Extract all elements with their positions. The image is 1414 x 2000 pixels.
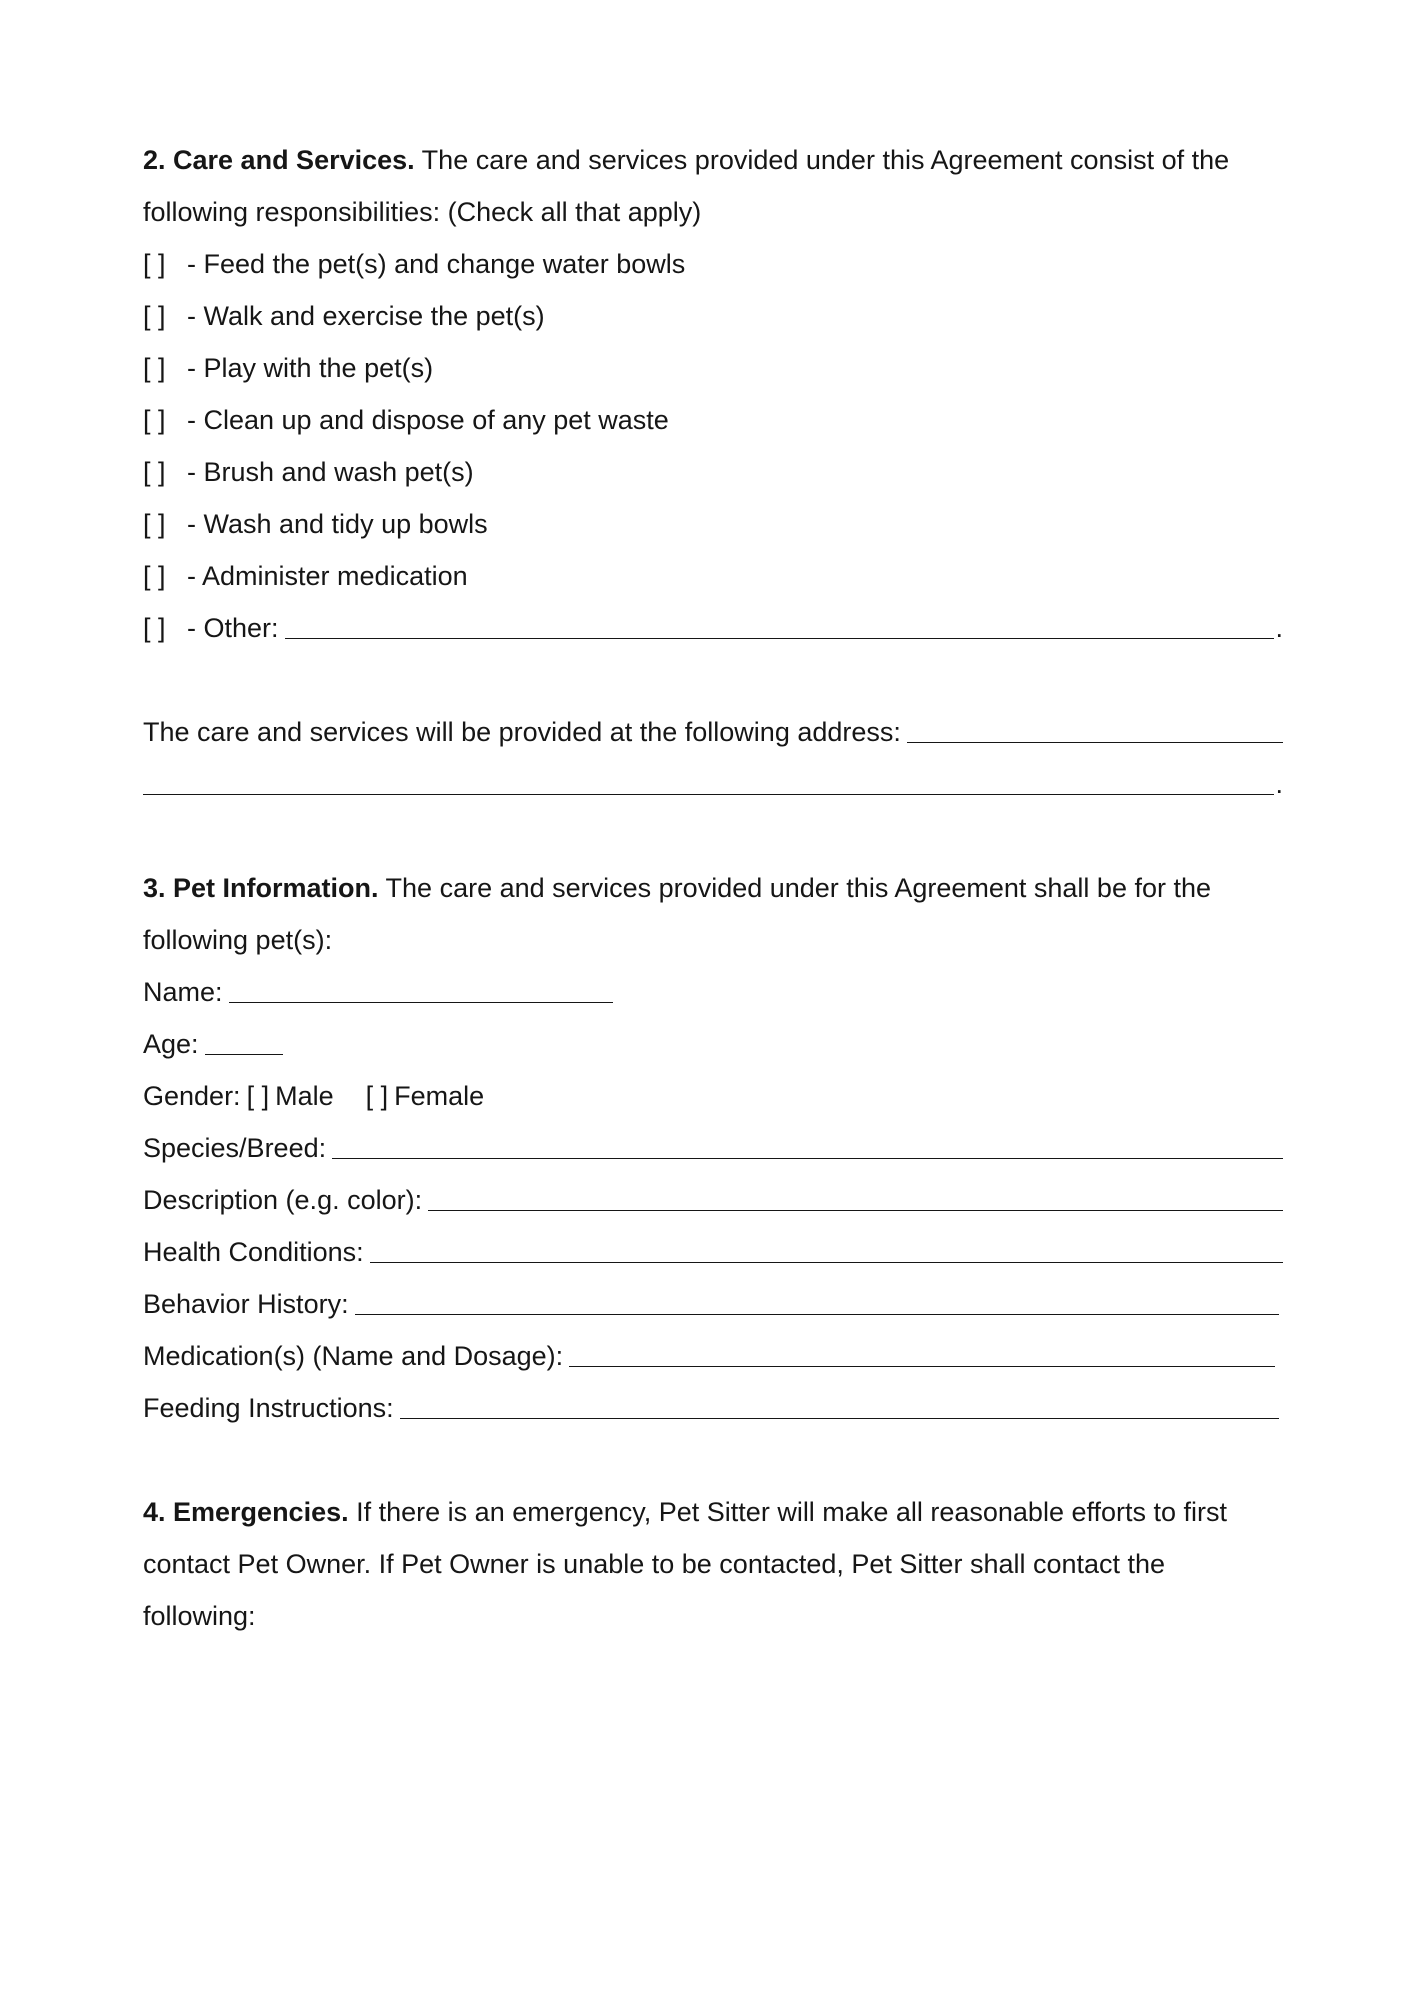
- spacer: [143, 810, 1283, 862]
- pet-feeding-field[interactable]: [143, 1382, 1283, 1434]
- pet-feeding-label: Feeding Instructions:: [143, 1393, 394, 1423]
- responsibility-label: - Feed the pet(s) and change water bowls: [187, 249, 686, 279]
- section-3-heading: 3. Pet Information.: [143, 873, 379, 903]
- pet-description-field[interactable]: [143, 1174, 1283, 1226]
- section-2-intro-text: The care and services provided under this Agreement consist of the: [414, 145, 1230, 175]
- pet-species-label: Species/Breed:: [143, 1133, 327, 1163]
- section-3-intro-line-2: [143, 914, 1283, 966]
- section-3-intro-text: The care and services provided under this Agreement shall be for the: [378, 873, 1212, 903]
- pet-medication-input-line[interactable]: [569, 1366, 1275, 1367]
- pet-name-input-line[interactable]: [229, 1002, 613, 1003]
- section-4-line-1: [143, 1486, 1283, 1538]
- pet-age-label: Age:: [143, 1029, 199, 1059]
- spacer: [143, 654, 1283, 706]
- responsibility-label: - Administer medication: [187, 561, 468, 591]
- pet-name-field[interactable]: [143, 966, 1283, 1018]
- pet-health-label: Health Conditions:: [143, 1237, 364, 1267]
- responsibility-item[interactable]: [143, 394, 1283, 446]
- address-label: The care and services will be provided at the following address:: [143, 717, 901, 747]
- section-3-intro-line-1: [143, 862, 1283, 914]
- address-input-line-2[interactable]: [143, 794, 1274, 795]
- section-4-text-2: contact Pet Owner. If Pet Owner is unable to be contacted, Pet Sitter shall contact the: [143, 1549, 1166, 1579]
- section-4-line-2: [143, 1538, 1283, 1590]
- responsibility-label: - Play with the pet(s): [187, 353, 434, 383]
- section-4-heading: 4. Emergencies.: [143, 1497, 349, 1527]
- section-3-intro-continued: following pet(s):: [143, 925, 333, 955]
- pet-species-field[interactable]: [143, 1122, 1283, 1174]
- checkbox[interactable]: [ ]: [143, 561, 166, 591]
- female-checkbox[interactable]: [ ]: [365, 1081, 389, 1111]
- checkbox[interactable]: [ ]: [143, 353, 166, 383]
- responsibility-label: - Brush and wash pet(s): [187, 457, 474, 487]
- address-input-line[interactable]: [907, 742, 1283, 743]
- responsibility-item[interactable]: [143, 498, 1283, 550]
- pet-medication-label: Medication(s) (Name and Dosage):: [143, 1341, 564, 1371]
- other-input-line[interactable]: [285, 638, 1275, 639]
- address-line-1[interactable]: [143, 706, 1283, 758]
- responsibility-label: - Walk and exercise the pet(s): [187, 301, 545, 331]
- pet-medication-field[interactable]: [143, 1330, 1283, 1382]
- responsibility-label: - Clean up and dispose of any pet waste: [187, 405, 669, 435]
- male-label: Male: [275, 1081, 334, 1111]
- pet-gender-field[interactable]: [143, 1070, 1283, 1122]
- pet-description-label: Description (e.g. color):: [143, 1185, 423, 1215]
- pet-species-input-line[interactable]: [332, 1158, 1283, 1159]
- pet-behavior-input-line[interactable]: [355, 1314, 1279, 1315]
- document-page: [143, 134, 1283, 1642]
- pet-description-input-line[interactable]: [428, 1210, 1283, 1211]
- responsibility-item[interactable]: [143, 238, 1283, 290]
- address-line-2[interactable]: [143, 758, 1283, 810]
- pet-name-label: Name:: [143, 977, 223, 1007]
- section-2-intro-line-2: [143, 186, 1283, 238]
- male-checkbox[interactable]: [ ]: [246, 1081, 270, 1111]
- section-4-line-3: [143, 1590, 1283, 1642]
- responsibility-label: - Other:: [187, 613, 279, 643]
- checkbox[interactable]: [ ]: [143, 509, 166, 539]
- responsibility-item[interactable]: [143, 342, 1283, 394]
- section-2-intro-continued: following responsibilities: (Check all that apply): [143, 197, 702, 227]
- pet-age-input-line[interactable]: [205, 1054, 283, 1055]
- checkbox[interactable]: [ ]: [143, 301, 166, 331]
- checkbox[interactable]: [ ]: [143, 405, 166, 435]
- section-4-text-3: following:: [143, 1601, 256, 1631]
- responsibility-item-other[interactable]: [143, 602, 1283, 654]
- pet-behavior-label: Behavior History:: [143, 1289, 349, 1319]
- pet-behavior-field[interactable]: [143, 1278, 1283, 1330]
- responsibility-item[interactable]: [143, 446, 1283, 498]
- pet-feeding-input-line[interactable]: [400, 1418, 1279, 1419]
- spacer: [143, 1434, 1283, 1486]
- pet-health-field[interactable]: [143, 1226, 1283, 1278]
- section-2-heading: 2. Care and Services.: [143, 145, 415, 175]
- responsibility-item[interactable]: [143, 290, 1283, 342]
- pet-age-field[interactable]: [143, 1018, 1283, 1070]
- checkbox[interactable]: [ ]: [143, 457, 166, 487]
- section-2-intro-line-1: [143, 134, 1283, 186]
- pet-health-input-line[interactable]: [370, 1262, 1283, 1263]
- checkbox[interactable]: [ ]: [143, 613, 166, 643]
- checkbox[interactable]: [ ]: [143, 249, 166, 279]
- female-label: Female: [394, 1081, 485, 1111]
- responsibility-label: - Wash and tidy up bowls: [187, 509, 488, 539]
- responsibility-item[interactable]: [143, 550, 1283, 602]
- section-4-text-1: If there is an emergency, Pet Sitter will make all reasonable efforts to first: [348, 1497, 1228, 1527]
- period: .: [1275, 769, 1283, 799]
- period: .: [1275, 613, 1283, 643]
- pet-gender-label: Gender:: [143, 1081, 241, 1111]
